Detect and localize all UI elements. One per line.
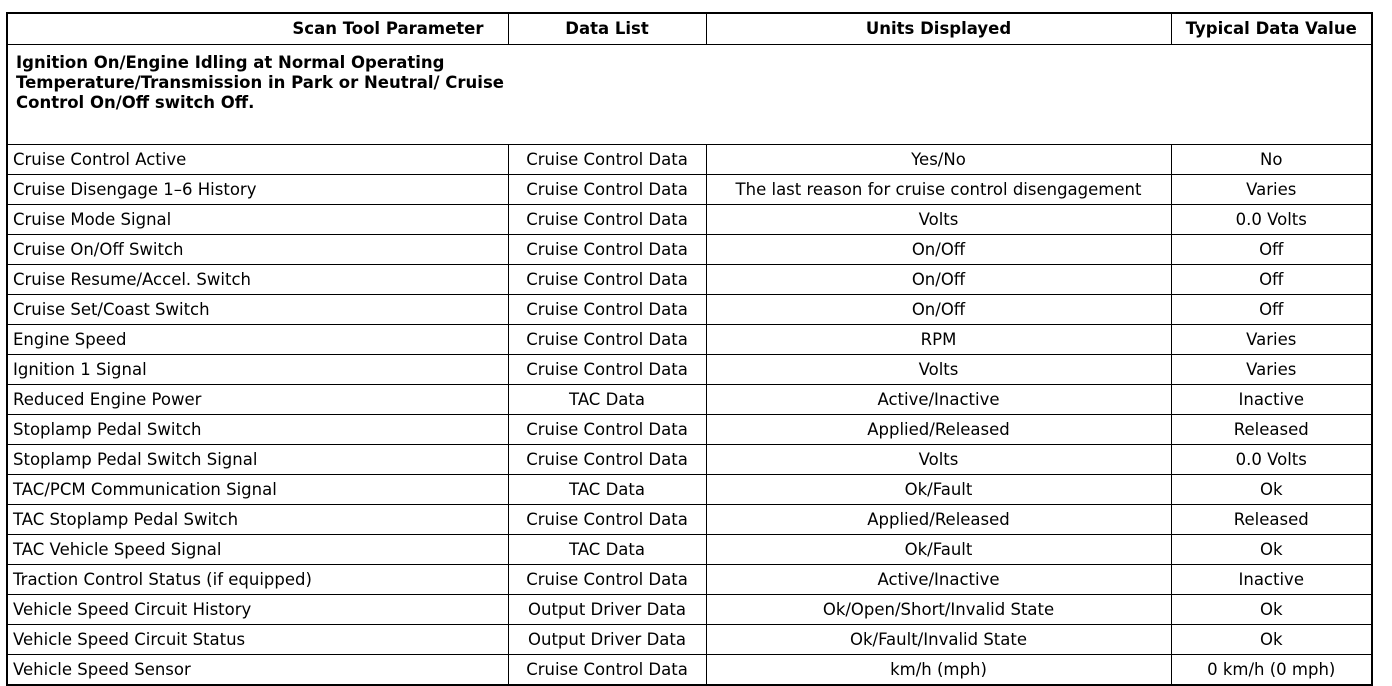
table-row <box>7 355 1372 385</box>
header-typical-data-value: Typical Data Value <box>1171 13 1372 45</box>
cell-units-displayed: km/h (mph) <box>706 655 1171 686</box>
table-header <box>7 13 1372 45</box>
cell-scan-tool-parameter: Traction Control Status (if equipped) <box>7 565 508 595</box>
cell-typical-data-value: Varies <box>1171 325 1372 355</box>
cell-units-displayed: Volts <box>706 445 1171 475</box>
cell-units-displayed: Applied/Released <box>706 415 1171 445</box>
table-row <box>7 325 1372 355</box>
cell-scan-tool-parameter: Cruise On/Off Switch <box>7 235 508 265</box>
cell-typical-data-value: Ok <box>1171 535 1372 565</box>
operating-condition-text: Ignition On/Engine Idling at Normal Operating Temperature/Transmission in Park or Neutral/ Cruise Control On/Off switch Off. <box>16 53 504 112</box>
cell-typical-data-value: Off <box>1171 265 1372 295</box>
cell-units-displayed: Active/Inactive <box>706 385 1171 415</box>
cell-data-list: Cruise Control Data <box>508 355 706 385</box>
operating-condition-cell <box>7 45 1372 145</box>
cell-scan-tool-parameter: Stoplamp Pedal Switch Signal <box>7 445 508 475</box>
cell-typical-data-value: 0.0 Volts <box>1171 445 1372 475</box>
cell-typical-data-value: Inactive <box>1171 565 1372 595</box>
cell-scan-tool-parameter: TAC/PCM Communication Signal <box>7 475 508 505</box>
cell-scan-tool-parameter: Cruise Mode Signal <box>7 205 508 235</box>
cell-units-displayed: Ok/Fault/Invalid State <box>706 625 1171 655</box>
cell-data-list: Cruise Control Data <box>508 565 706 595</box>
cell-units-displayed: RPM <box>706 325 1171 355</box>
cell-scan-tool-parameter: Cruise Control Active <box>7 145 508 175</box>
table-row <box>7 655 1372 686</box>
cell-units-displayed: On/Off <box>706 265 1171 295</box>
cell-scan-tool-parameter: Vehicle Speed Circuit History <box>7 595 508 625</box>
header-data-list: Data List <box>508 13 706 45</box>
header-units-displayed: Units Displayed <box>706 13 1171 45</box>
cell-scan-tool-parameter: Vehicle Speed Circuit Status <box>7 625 508 655</box>
cell-data-list: Cruise Control Data <box>508 505 706 535</box>
cell-scan-tool-parameter: Reduced Engine Power <box>7 385 508 415</box>
cell-units-displayed: Ok/Open/Short/Invalid State <box>706 595 1171 625</box>
cell-scan-tool-parameter: Engine Speed <box>7 325 508 355</box>
table-row <box>7 535 1372 565</box>
cell-typical-data-value: Varies <box>1171 355 1372 385</box>
cell-typical-data-value: Ok <box>1171 595 1372 625</box>
cell-scan-tool-parameter: Cruise Disengage 1–6 History <box>7 175 508 205</box>
cell-scan-tool-parameter: TAC Vehicle Speed Signal <box>7 535 508 565</box>
cell-scan-tool-parameter: Cruise Set/Coast Switch <box>7 295 508 325</box>
cell-data-list: Cruise Control Data <box>508 265 706 295</box>
cell-typical-data-value: Off <box>1171 235 1372 265</box>
cell-data-list: TAC Data <box>508 535 706 565</box>
cell-units-displayed: On/Off <box>706 295 1171 325</box>
cell-data-list: Cruise Control Data <box>508 655 706 686</box>
header-row <box>7 13 1372 45</box>
table-row <box>7 145 1372 175</box>
cell-typical-data-value: Ok <box>1171 475 1372 505</box>
table-row <box>7 205 1372 235</box>
cell-typical-data-value: Off <box>1171 295 1372 325</box>
cell-typical-data-value: Inactive <box>1171 385 1372 415</box>
cell-units-displayed: Volts <box>706 205 1171 235</box>
cell-data-list: Cruise Control Data <box>508 415 706 445</box>
cell-typical-data-value: Released <box>1171 505 1372 535</box>
table-row <box>7 565 1372 595</box>
table-body <box>7 45 1372 686</box>
table-row <box>7 475 1372 505</box>
cell-units-displayed: Yes/No <box>706 145 1171 175</box>
table-row <box>7 175 1372 205</box>
cell-units-displayed: Volts <box>706 355 1171 385</box>
table-row <box>7 595 1372 625</box>
table-row <box>7 235 1372 265</box>
condition-row <box>7 45 1372 145</box>
cell-units-displayed: Active/Inactive <box>706 565 1171 595</box>
cell-units-displayed: Ok/Fault <box>706 535 1171 565</box>
table-row <box>7 385 1372 415</box>
table-row <box>7 445 1372 475</box>
cell-data-list: Cruise Control Data <box>508 205 706 235</box>
cell-data-list: TAC Data <box>508 475 706 505</box>
cell-scan-tool-parameter: Vehicle Speed Sensor <box>7 655 508 686</box>
table-row <box>7 415 1372 445</box>
cell-typical-data-value: 0 km/h (0 mph) <box>1171 655 1372 686</box>
cell-data-list: Cruise Control Data <box>508 295 706 325</box>
cell-scan-tool-parameter: Ignition 1 Signal <box>7 355 508 385</box>
cell-scan-tool-parameter: TAC Stoplamp Pedal Switch <box>7 505 508 535</box>
cell-units-displayed: The last reason for cruise control disengagement <box>706 175 1171 205</box>
cell-data-list: Cruise Control Data <box>508 325 706 355</box>
cell-scan-tool-parameter: Stoplamp Pedal Switch <box>7 415 508 445</box>
cell-typical-data-value: 0.0 Volts <box>1171 205 1372 235</box>
cell-data-list: Cruise Control Data <box>508 445 706 475</box>
table-row <box>7 295 1372 325</box>
table-row <box>7 265 1372 295</box>
cell-scan-tool-parameter: Cruise Resume/Accel. Switch <box>7 265 508 295</box>
table-row <box>7 505 1372 535</box>
cell-typical-data-value: Ok <box>1171 625 1372 655</box>
cell-typical-data-value: No <box>1171 145 1372 175</box>
cell-data-list: Cruise Control Data <box>508 145 706 175</box>
cell-data-list: Output Driver Data <box>508 625 706 655</box>
cell-data-list: TAC Data <box>508 385 706 415</box>
scan-tool-data-table <box>6 12 1373 686</box>
cell-data-list: Cruise Control Data <box>508 235 706 265</box>
cell-data-list: Output Driver Data <box>508 595 706 625</box>
cell-units-displayed: Applied/Released <box>706 505 1171 535</box>
cell-typical-data-value: Released <box>1171 415 1372 445</box>
cell-units-displayed: Ok/Fault <box>706 475 1171 505</box>
header-scan-tool-parameter: Scan Tool Parameter <box>7 13 508 45</box>
cell-units-displayed: On/Off <box>706 235 1171 265</box>
cell-data-list: Cruise Control Data <box>508 175 706 205</box>
cell-typical-data-value: Varies <box>1171 175 1372 205</box>
table-row <box>7 625 1372 655</box>
